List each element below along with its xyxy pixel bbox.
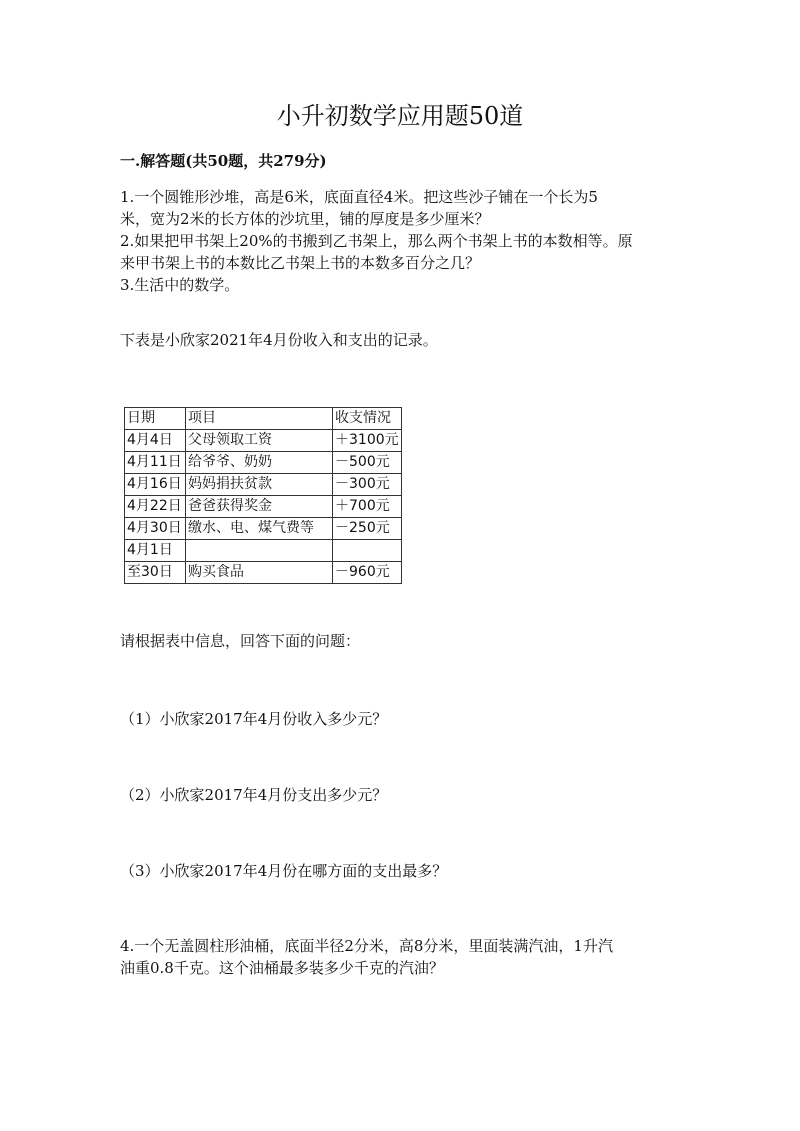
table-cell: 父母领取工资: [186, 430, 333, 452]
sub-question-2: （2）小欣家2017年4月份支出多少元？: [120, 786, 388, 804]
question-2-line-1: 2.如果把甲书架上20%的书搬到乙书架上，那么两个书架上书的本数相等。原: [120, 232, 633, 250]
table-row: [125, 452, 402, 474]
header-cell-amount: 收支情况: [333, 408, 402, 430]
table-row: [125, 474, 402, 496]
question-2-line-2: 来甲书架上书的本数比乙书架上书的本数多百分之几？: [120, 254, 481, 272]
table-cell: ＋3100元: [333, 430, 402, 452]
question-4-line-1: 4.一个无盖圆柱形油桶，底面半径2分米，高8分米，里面装满汽油，1升汽: [120, 937, 613, 955]
question-4: [120, 935, 613, 979]
table-cell: 4月1日: [125, 540, 186, 562]
income-expense-table: [124, 407, 402, 584]
header-cell-item: 项目: [186, 408, 333, 430]
question-3: 3.生活中的数学。: [120, 276, 240, 294]
table-header-row: [125, 408, 402, 430]
table-intro: 下表是小欣家2021年4月份收入和支出的记录。: [120, 331, 438, 349]
table-cell: 购买食品: [186, 562, 333, 584]
table-row: [125, 540, 402, 562]
table-cell: －960元: [333, 562, 402, 584]
question-1-line-2: 米，宽为2米的长方体的沙坑里，铺的厚度是多少厘米？: [120, 210, 490, 228]
table-row: [125, 430, 402, 452]
table-cell: [333, 540, 402, 562]
table-cell: ＋700元: [333, 496, 402, 518]
table-cell: 给爷爷、奶奶: [186, 452, 333, 474]
question-1-line-1: 1.一个圆锥形沙堆，高是6米，底面直径4米。把这些沙子铺在一个长为5: [120, 188, 598, 206]
sub-question-1: （1）小欣家2017年4月份收入多少元？: [120, 710, 388, 728]
table-cell: 4月11日: [125, 452, 186, 474]
table-cell: [186, 540, 333, 562]
table-row: [125, 562, 402, 584]
table-cell: 至30日: [125, 562, 186, 584]
table-cell: 妈妈捐扶贫款: [186, 474, 333, 496]
table-cell: －500元: [333, 452, 402, 474]
question-1: [120, 186, 598, 230]
table-cell: 4月30日: [125, 518, 186, 540]
table-cell: 4月4日: [125, 430, 186, 452]
table-cell: 爸爸获得奖金: [186, 496, 333, 518]
page-title: 小升初数学应用题50道: [276, 102, 524, 130]
table-prompt: 请根据表中信息，回答下面的问题：: [120, 632, 361, 650]
table-cell: 4月22日: [125, 496, 186, 518]
table-row: [125, 518, 402, 540]
table-cell: 4月16日: [125, 474, 186, 496]
question-4-line-2: 油重0.8千克。这个油桶最多装多少千克的汽油？: [120, 959, 444, 977]
table-row: [125, 496, 402, 518]
table-cell: －250元: [333, 518, 402, 540]
sub-question-3: （3）小欣家2017年4月份在哪方面的支出最多？: [120, 862, 448, 880]
question-2: [120, 230, 633, 274]
table-cell: 缴水、电、煤气费等: [186, 518, 333, 540]
section-heading: 一.解答题(共50题，共279分): [120, 152, 327, 170]
header-cell-date: 日期: [125, 408, 186, 430]
table-cell: －300元: [333, 474, 402, 496]
